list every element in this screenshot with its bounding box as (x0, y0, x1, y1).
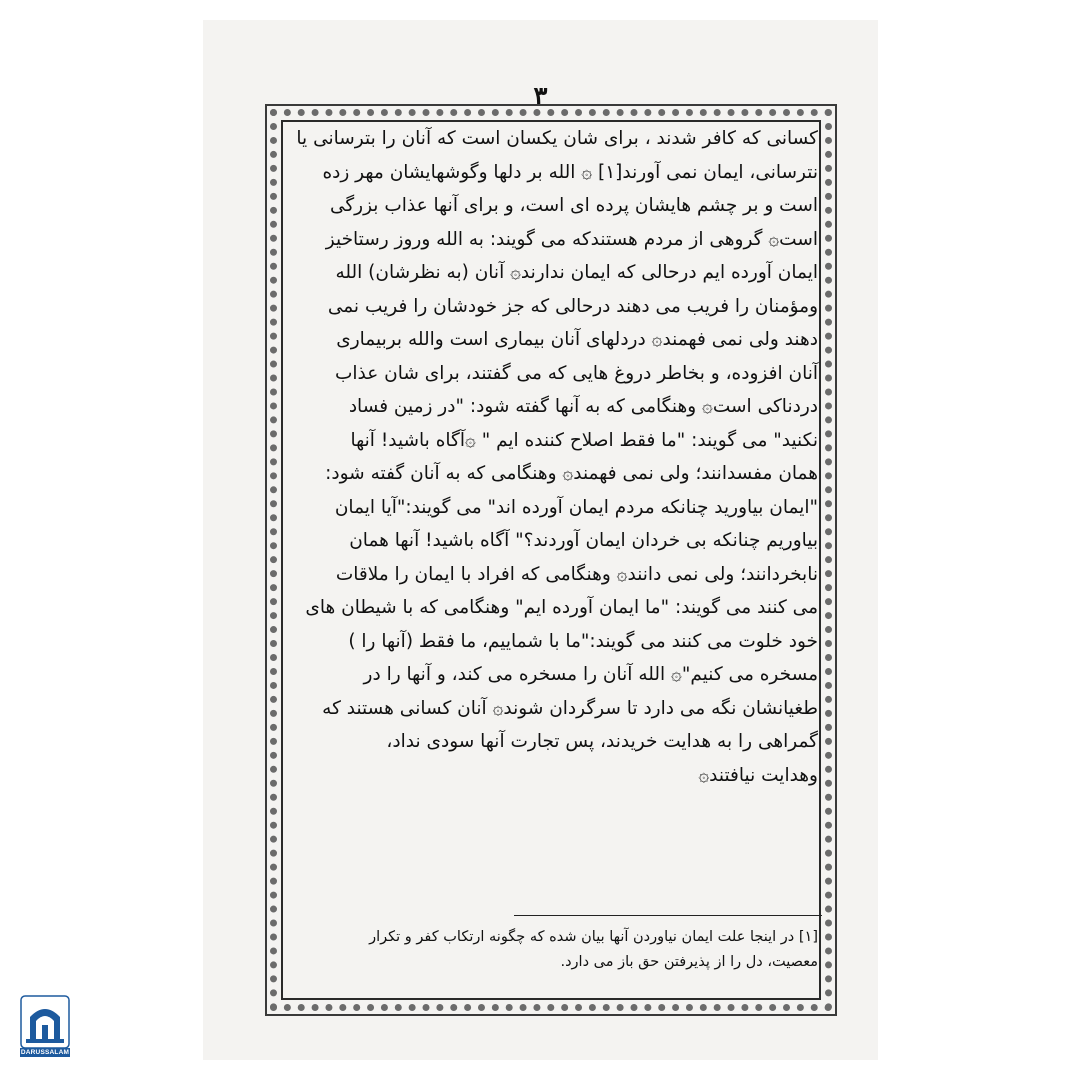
text-line: ومؤمنان را فریب می دهند درحالی که جز خودشان را فریب نمی (327, 295, 818, 317)
text-line: کسانی که کافر شدند ، برای شان یکسان است که آنان را بترسانی یا (296, 128, 818, 149)
text-line: دهند ولی نمی فهمند۞ دردلهای آنان بیماری است والله بربیماری (336, 329, 818, 350)
text-line: مسخره می کنیم"۞ الله آنان را مسخره می کند، و آنها را در (363, 664, 818, 685)
footnote-divider (514, 915, 822, 916)
text-line: است و بر چشم هایشان پرده ای است، و برای آنها عذاب بزرگی (329, 195, 818, 216)
text-line: دردناکی است۞ وهنگامی که به آنها گفته شود: "در زمین فساد (348, 396, 818, 417)
text-line: "ایمان بیاورید چنانکه مردم ایمان آورده اند" می گویند:"آیا ایمان (334, 496, 818, 518)
footnote (273, 925, 818, 975)
text-line: ایمان آورده ایم درحالی که ایمان ندارند۞ آنان (به نظرشان) الله (335, 262, 818, 283)
text-line: نکنید" می گویند: "ما فقط اصلاح کننده ایم " ۞آگاه باشید! آنها (350, 429, 818, 451)
text-line: بیاوریم چنانکه بی خردان ایمان آوردند؟" آگاه باشید! آنها همان (349, 530, 818, 551)
text-line: وهدایت نیافتند۞ (698, 764, 818, 786)
text-line: است۞ گروهی از مردم هستندکه می گویند: به الله وروز رستاخیز (325, 228, 818, 250)
footnote-line: معصیت، دل را از پذیرفتن حق باز می دارد. (560, 954, 818, 970)
text-line: نترسانی، ایمان نمی آورند[۱] ۞ الله بر دلها وگوشهایشان مهر زده (322, 161, 818, 183)
page-number: ۳ (533, 82, 548, 112)
text-line: خود خلوت می کنند می گویند:"ما با شماییم، ما فقط (آنها را ) (348, 630, 818, 652)
text-line: آنان افزوده، و بخاطر دروغ هایی که می گفتند، برای شان عذاب (335, 362, 818, 384)
verse-text (273, 122, 818, 792)
text-line: نابخردانند؛ ولی نمی دانند۞ وهنگامی که افراد با ایمان را ملاقات (335, 563, 818, 585)
footnote-line: [۱] در اینجا علت ایمان نیاوردن آنها بیان شده که چگونه ارتکاب کفر و تکرار (369, 929, 818, 945)
logo-label: DARUSSALAM (20, 1049, 70, 1056)
text-line: می کنند می گویند: "ما ایمان آورده ایم" وهنگامی که با شیطان های (305, 597, 818, 618)
scanned-page (203, 20, 878, 1060)
text-line: همان مفسدانند؛ ولی نمی فهمند۞ وهنگامی که به آنان گفته شود: (325, 463, 818, 484)
text-line: گمراهی را به هدایت خریدند، پس تجارت آنها سودی نداد، (386, 731, 818, 752)
text-line: طغیانشان نگه می دارد تا سرگردان شوند۞ آنان کسانی هستند که (322, 697, 818, 719)
